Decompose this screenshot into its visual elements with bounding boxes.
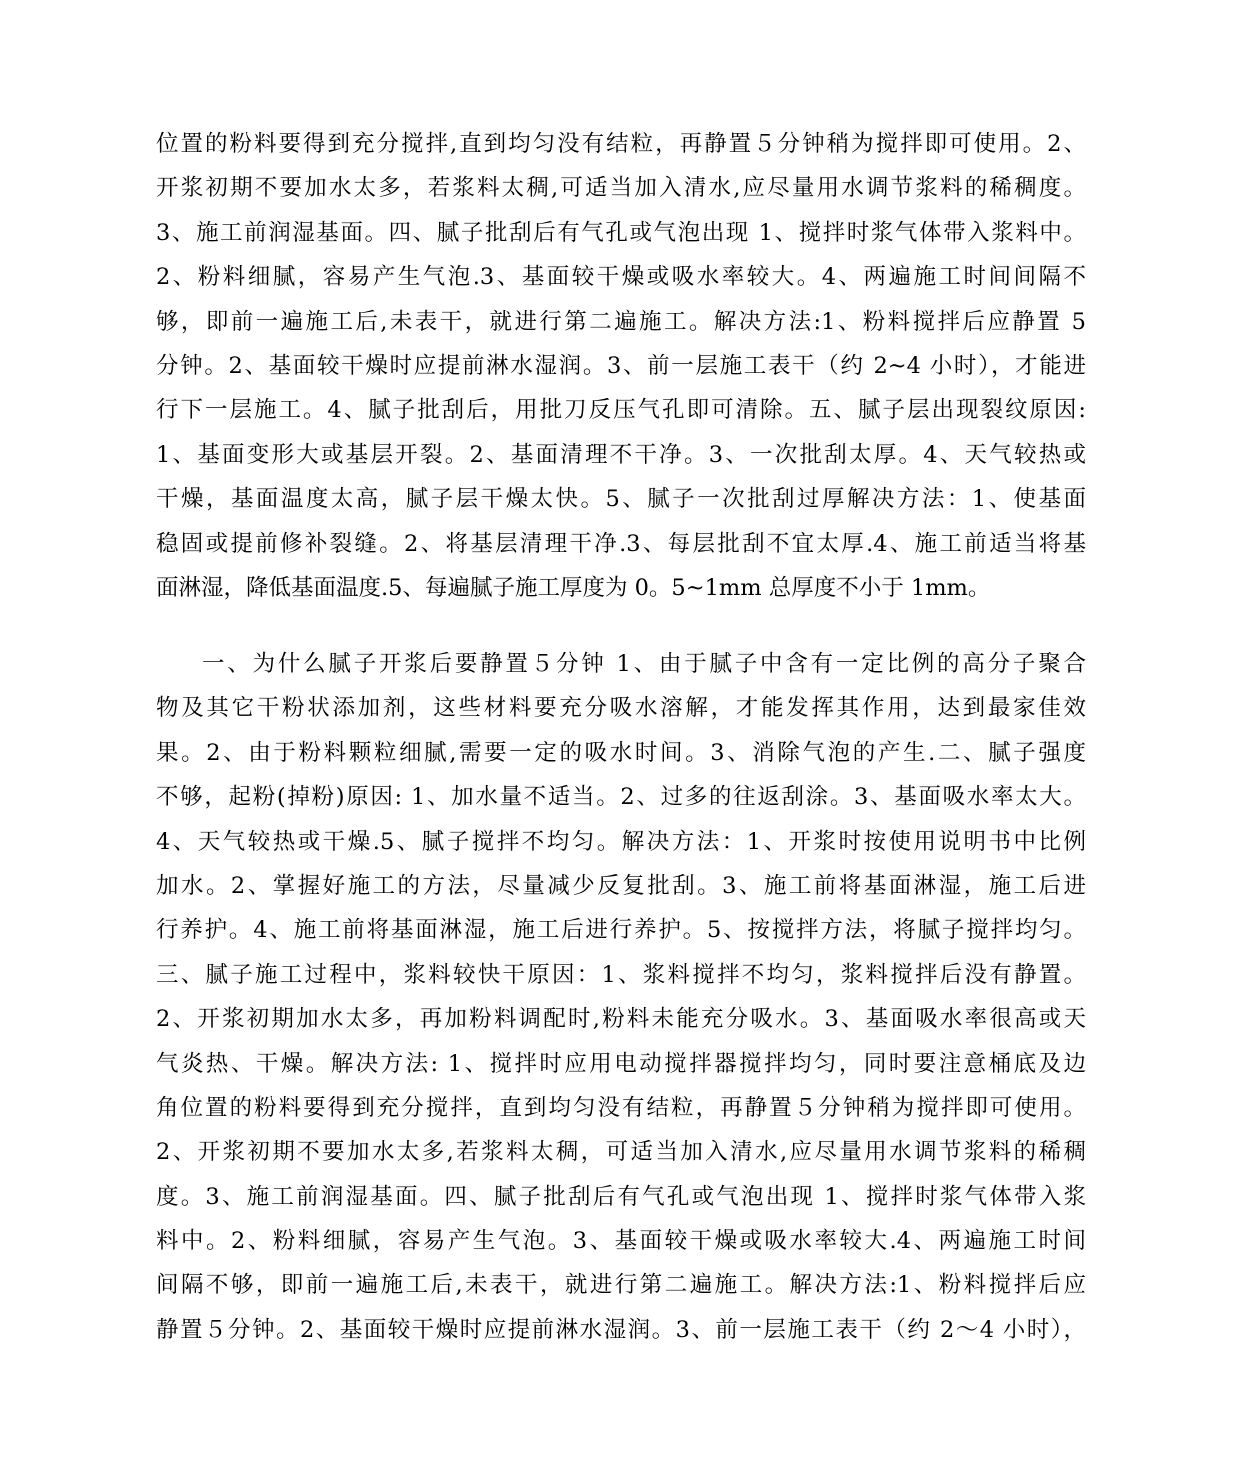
text-line: 物及其它干粉状添加剂，这些材料要充分吸水溶解，才能发挥其作用，达到最家佳效: [156, 695, 1086, 722]
text-line: 2、粉料细腻，容易产生气泡.3、基面较干燥或吸水率较大。4、两遍施工时间间隔不: [156, 264, 1086, 291]
text-line: 分钟。2、基面较干燥时应提前淋水湿润。3、前一层施工表干（约 2~4 小时），才能进: [156, 352, 1086, 379]
text-line: 干燥，基面温度太高，腻子层干燥太快。5、腻子一次批刮过厚解决方法：1、使基面: [156, 486, 1086, 513]
text-line: 开浆初期不要加水太多，若浆料太稠,可适当加入清水,应尽量用水调节浆料的稀稠度。: [156, 175, 1086, 202]
text-line: 1、基面变形大或基层开裂。2、基面清理不干净。3、一次批刮太厚。4、天气较热或: [156, 441, 1086, 468]
text-line: 料中。2、粉料细腻，容易产生气泡。3、基面较干燥或吸水率较大.4、两遍施工时间: [156, 1228, 1086, 1255]
text-line: 4、天气较热或干燥.5、腻子搅拌不均匀。解决方法：1、开浆时按使用说明书中比例: [156, 828, 1086, 855]
text-line: 度。3、施工前润湿基面。四、腻子批刮后有气孔或气泡出现 1、搅拌时浆气体带入浆: [156, 1183, 1086, 1210]
text-line: 气炎热、干燥。解决方法: 1、搅拌时应用电动搅拌器搅拌均匀，同时要注意桶底及边: [156, 1050, 1086, 1077]
text-line: 间隔不够，即前一遍施工后,未表干，就进行第二遍施工。解决方法:1、粉料搅拌后应: [156, 1272, 1086, 1299]
text-line: 一、为什么腻子开浆后要静置５分钟 1、由于腻子中含有一定比例的高分子聚合: [202, 651, 1086, 677]
text-line: 角位置的粉料要得到充分搅拌，直到均匀没有结粒，再静置５分钟稍为搅拌即可使用。: [156, 1094, 1086, 1121]
text-line: 2、开浆初期加水太多，再加粉料调配时,粉料未能充分吸水。3、基面吸水率很高或天: [156, 1006, 1086, 1033]
text-line: 加水。2、掌握好施工的方法，尽量减少反复批刮。3、施工前将基面淋湿，施工后进: [156, 872, 1086, 899]
text-line: 行下一层施工。4、腻子批刮后，用批刀反压气孔即可清除。五、腻子层出现裂纹原因:: [156, 397, 1086, 424]
paragraph-putty-troubleshooting-continued: [156, 122, 1086, 610]
text-line: 静置５分钟。2、基面较干燥时应提前淋水湿润。3、前一层施工表干（约 2～4 小时），: [156, 1316, 1086, 1343]
text-line: 3、施工前润湿基面。四、腻子批刮后有气孔或气泡出现 1、搅拌时浆气体带入浆料中。: [156, 219, 1086, 246]
text-line: 不够，起粉(掉粉)原因: 1、加水量不适当。2、过多的往返刮涂。3、基面吸水率太大。: [156, 784, 1086, 811]
text-line: 稳固或提前修补裂缝。2、将基层清理干净.3、每层批刮不宜太厚.4、施工前适当将基: [156, 530, 1086, 557]
text-line: 2、开浆初期不要加水太多,若浆料太稠，可适当加入清水,应尽量用水调节浆料的稀稠: [156, 1139, 1086, 1166]
text-line: 面淋湿，降低基面温度.5、每遍腻子施工厚度为 0。5~1mm 总厚度不小于 1mm。: [156, 574, 991, 601]
text-line: 果。2、由于粉料颗粒细腻,需要一定的吸水时间。3、消除气泡的产生.二、腻子强度: [156, 739, 1086, 766]
text-line: 三、腻子施工过程中，浆料较快干原因：1、浆料搅拌不均匀，浆料搅拌后没有静置。: [156, 961, 1086, 988]
text-line: 位置的粉料要得到充分搅拌,直到均匀没有结粒，再静置５分钟稍为搅拌即可使用。2、: [156, 131, 1086, 157]
text-line: 够，即前一遍施工后,未表干，就进行第二遍施工。解决方法:1、粉料搅拌后应静置 5: [156, 308, 1086, 335]
paragraph-putty-faq: [156, 642, 1086, 1352]
text-line: 行养护。4、施工前将基面淋湿，施工后进行养护。5、按搅拌方法，将腻子搅拌均匀。: [156, 917, 1086, 944]
